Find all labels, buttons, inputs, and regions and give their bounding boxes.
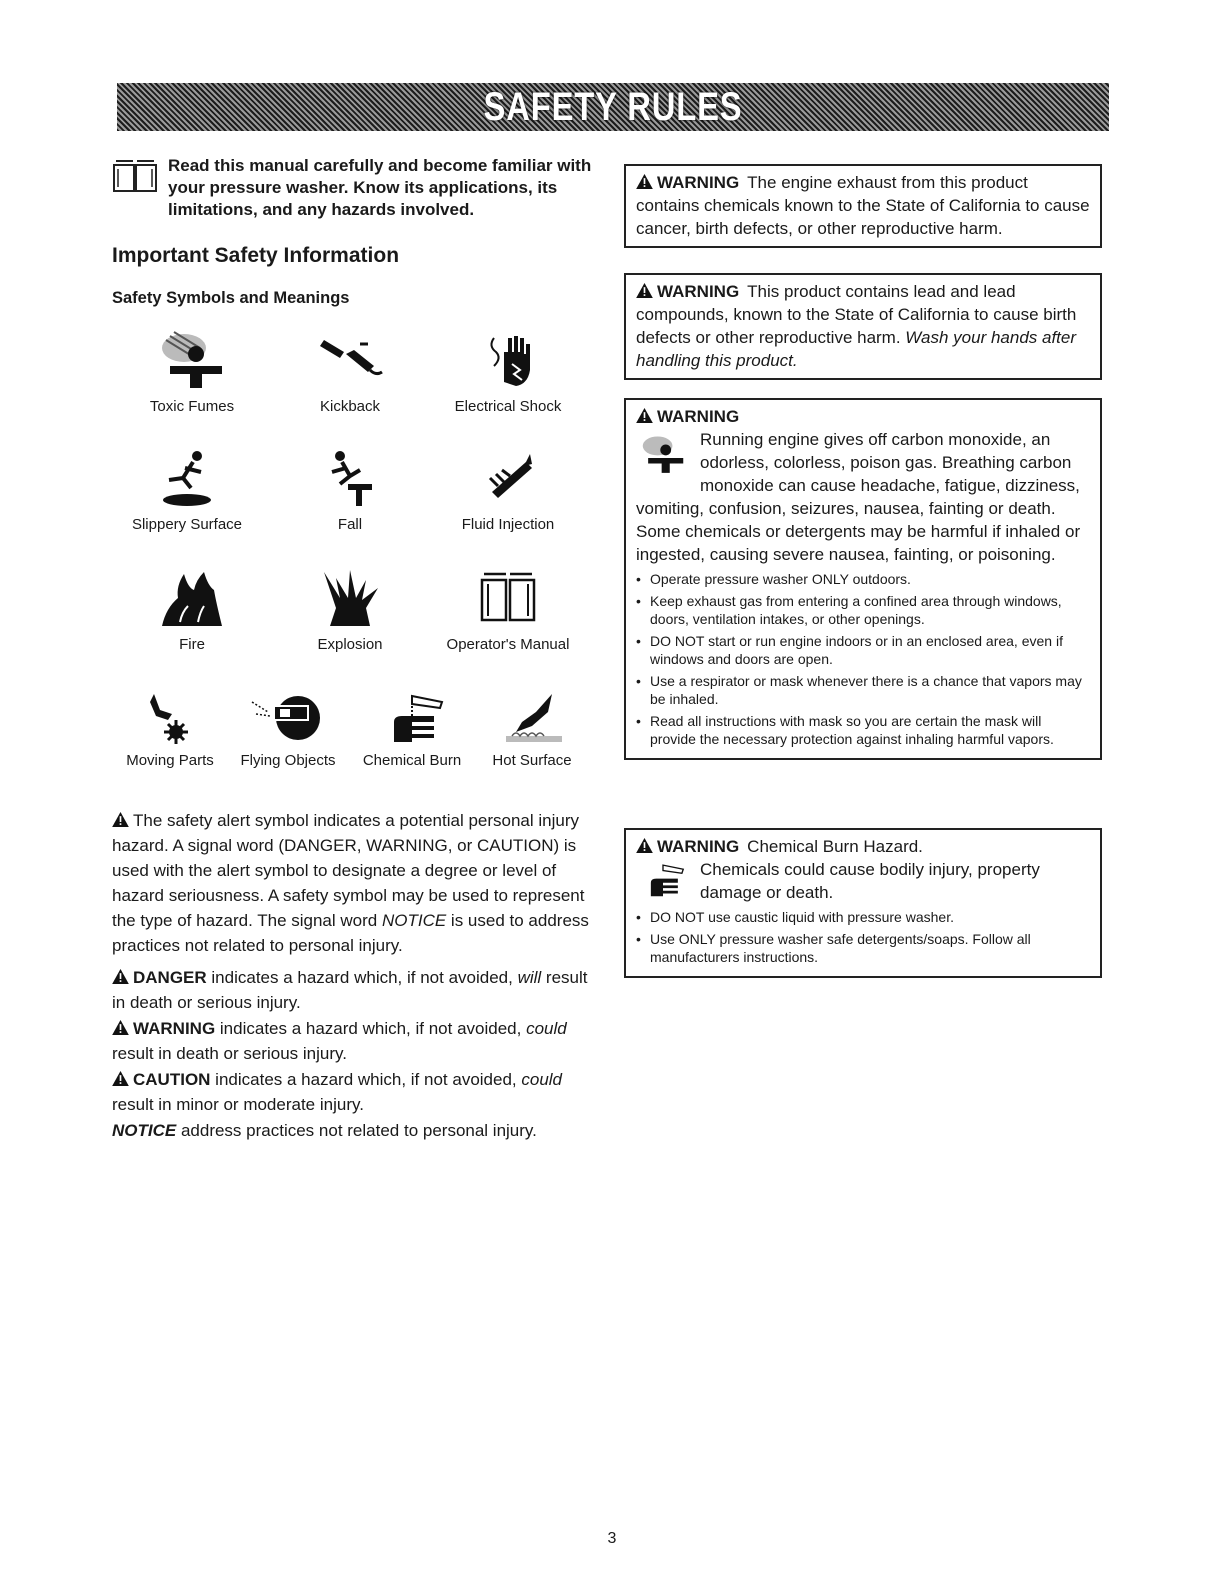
flying-objects-icon: [248, 692, 328, 744]
toxic-fumes-icon: [152, 330, 232, 390]
symbol-label: Flying Objects: [240, 752, 336, 769]
toxic-fumes-icon: [636, 430, 690, 478]
symbols-heading: Safety Symbols and Meanings: [112, 289, 350, 307]
safety-alert-icon: [112, 969, 129, 984]
alert-explanation: The safety alert symbol indicates a potential personal injury hazard. A signal word (DANGER, WARNING, or CAUTION) is used with the alert symbol to designate a degree or level of hazard seriousness. A safety symbol may be used to represent the type of hazard. The signal word NOTICE is used to address practices not related to personal injury.: [112, 811, 589, 955]
symbol-slippery-surface: [120, 448, 254, 533]
list-item: • Use a respirator or mask whenever there is a chance that vapors may be inhaled.: [636, 672, 1090, 708]
symbol-label: Explosion: [317, 636, 383, 653]
title-banner: [117, 83, 1109, 131]
fluid-injection-icon: [468, 448, 548, 508]
symbol-chemical-burn: [350, 692, 474, 769]
symbol-label: Fall: [337, 516, 363, 533]
list-item: • Read all instructions with mask so you are certain the mask will provide the necessary protection against inhaling harmful vapors.: [636, 712, 1090, 748]
fall-icon: [310, 448, 390, 508]
warning-box-chemical-burn: WARNING Chemical Burn Hazard. Chemicals could cause bodily injury, property damage or death. • DO NOT use caustic liquid with pressure washer. • Use ONLY pressure washer safe detergents/soaps. Follow all manufacturers instructions.: [624, 828, 1102, 978]
symbol-label: Hot Surface: [492, 752, 572, 769]
danger-definition: DANGER indicates a hazard which, if not avoided, will result in death or serious injury.: [112, 968, 588, 1012]
list-item: • Use ONLY pressure washer safe detergents/soaps. Follow all manufacturers instructions.: [636, 930, 1090, 966]
symbol-label: Slippery Surface: [131, 516, 243, 533]
list-item: • Operate pressure washer ONLY outdoors.: [636, 570, 1090, 588]
warning-box-exhaust: WARNING The engine exhaust from this product contains chemicals known to the State of California to cause cancer, birth defects, or other reproductive harm.: [624, 164, 1102, 248]
safety-alert-icon: [636, 838, 653, 853]
symbol-toxic-fumes: [140, 330, 244, 415]
safety-alert-icon: [112, 1071, 129, 1086]
page-number: 3: [607, 1530, 617, 1547]
caution-definition: CAUTION indicates a hazard which, if not avoided, could result in minor or moderate injury.: [112, 1070, 562, 1114]
chemical-burn-icon: [372, 692, 452, 744]
fire-icon: [152, 568, 232, 628]
intro-text: Read this manual carefully and become familiar with your pressure washer. Know its applications, its limitations, and any hazards involved.: [168, 156, 592, 219]
symbol-flying-objects: [232, 692, 344, 769]
notice-definition: NOTICE address practices not related to personal injury.: [112, 1121, 537, 1140]
symbol-label: Fire: [179, 636, 205, 653]
symbol-label: Toxic Fumes: [149, 398, 235, 415]
symbol-electrical-shock: [446, 330, 570, 415]
operators-manual-icon: [468, 568, 548, 628]
chemical-warning-text: Chemicals could cause bodily injury, property damage or death.: [700, 860, 1040, 902]
symbol-fall: [298, 448, 402, 533]
symbol-label: Moving Parts: [126, 752, 214, 769]
co-warning-text: Running engine gives off carbon monoxide, an odorless, colorless, poison gas. Breathing carbon monoxide can cause headache, fatigue, dizziness, vomiting, confusion, seizures, nausea, fainting or death.: [636, 430, 1080, 518]
slippery-surface-icon: [147, 448, 227, 508]
symbol-explosion: [298, 568, 402, 653]
chemical-burn-icon: [636, 860, 690, 900]
list-item: • DO NOT start or run engine indoors or in an enclosed area, even if windows and doors are open.: [636, 632, 1090, 668]
intro-block: [112, 155, 602, 225]
safety-alert-icon: [112, 1020, 129, 1035]
warning-definition: WARNING indicates a hazard which, if not avoided, could result in death or serious injury.: [112, 1019, 567, 1063]
safety-alert-icon: [636, 408, 653, 423]
page-title: SAFETY RULES: [483, 85, 743, 129]
co-warning-list: [636, 570, 1090, 748]
symbol-hot-surface: [480, 692, 584, 769]
electrical-shock-icon: [468, 330, 548, 390]
warning-box-carbon-monoxide: WARNING Running engine gives off carbon monoxide, an odorless, colorless, poison gas. Breathing carbon monoxide can cause headache, fatigue, dizziness, vomiting, confusion, seizures, nausea, fainting or death. Some chemicals or detergents may be harmful if inhaled or ingested, causing severe nausea, fainting, or poisoning. • Operate pressure washer ONLY outdoors. • Keep exhaust gas from entering a confined area through windows, doors, ventilation intakes, or other openings. • DO NOT start or run engine indoors or in an enclosed area, even if windows and doors are open. • Use a respirator or mask whenever there is a chance that vapors may be inhaled. • Read all instructions with mask so you are certain the mask will provide the necessary protection against inhaling harmful vapors.: [624, 398, 1102, 760]
symbol-fluid-injection: [446, 448, 570, 533]
list-item: • DO NOT use caustic liquid with pressure washer.: [636, 908, 1090, 926]
symbol-label: Kickback: [319, 398, 381, 415]
safety-alert-icon: [636, 283, 653, 298]
symbol-kickback: [298, 330, 402, 415]
safety-alert-icon: [112, 812, 129, 827]
hot-surface-icon: [492, 692, 572, 744]
operators-manual-icon: [112, 157, 158, 195]
symbol-moving-parts: [116, 692, 224, 769]
symbol-operators-manual: [436, 568, 580, 653]
safety-alert-icon: [636, 174, 653, 189]
symbol-fire: [140, 568, 244, 653]
list-item: • Keep exhaust gas from entering a confined area through windows, doors, ventilation intakes, or other openings.: [636, 592, 1090, 628]
symbol-label: Chemical Burn: [362, 752, 462, 769]
moving-parts-icon: [130, 692, 210, 744]
explosion-icon: [310, 568, 390, 628]
co-warning-text-2: Some chemicals or detergents may be harmful if inhaled or ingested, causing severe nausea, fainting, or poisoning.: [636, 522, 1081, 564]
symbol-label: Operator's Manual: [446, 636, 570, 653]
important-heading: Important Safety Information: [112, 244, 400, 267]
symbol-label: Electrical Shock: [454, 398, 562, 415]
symbol-label: Fluid Injection: [461, 516, 555, 533]
chemical-warning-list: [636, 908, 1090, 966]
warning-box-lead: WARNING This product contains lead and lead compounds, known to the State of California to cause birth defects or other reproductive harm. Wash your hands after handling this product.: [624, 273, 1102, 380]
kickback-icon: [310, 330, 390, 390]
